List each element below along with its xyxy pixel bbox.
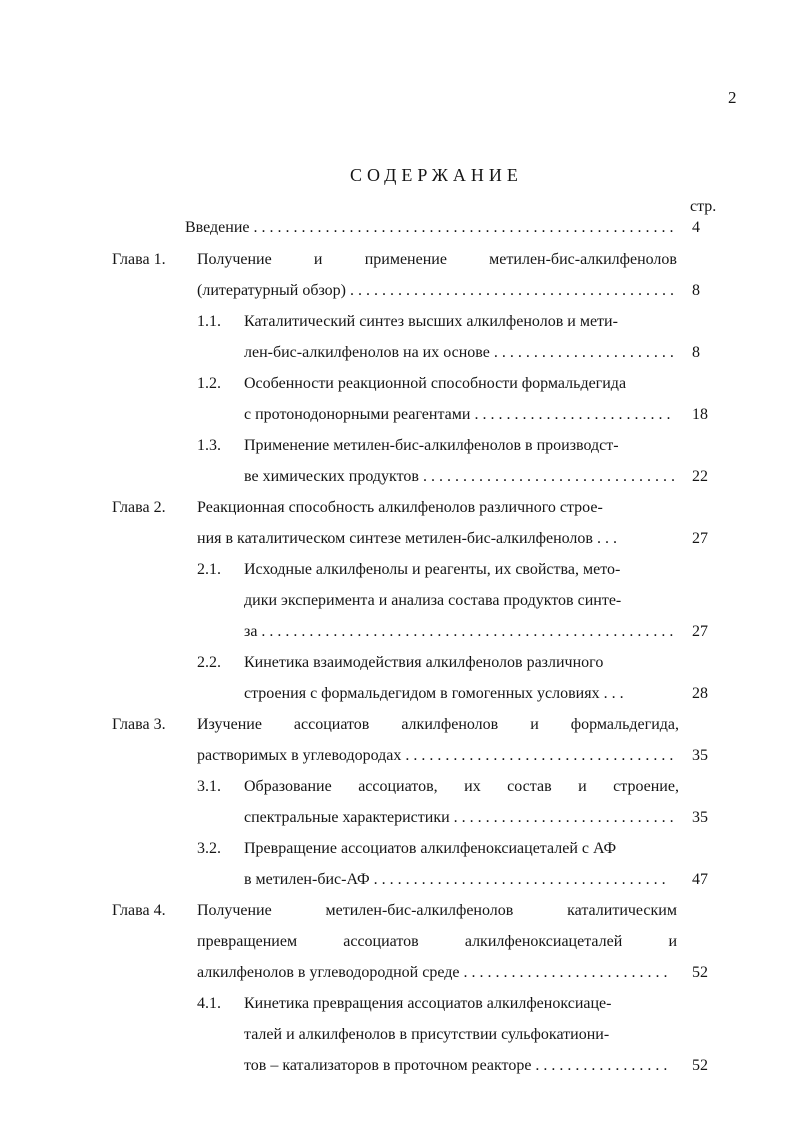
toc-page: 28: [692, 685, 708, 702]
word: каталитическим: [567, 902, 677, 919]
chapter-number: Глава 3.: [112, 716, 166, 733]
leader-dots: [463, 963, 671, 983]
toc-page: 35: [692, 809, 708, 826]
chapter-number: Глава 1.: [112, 251, 166, 268]
toc-entry-line: Кинетика взаимодействия алкилфенолов различного: [244, 654, 604, 671]
word: применение: [364, 251, 447, 268]
toc-entry-label: ве химических продуктов: [244, 468, 419, 485]
chapter-number: Глава 2.: [112, 499, 166, 516]
word: ассоциатов: [293, 716, 370, 733]
toc-entry-line: Кинетика превращения ассоциатов алкилфеноксиаце-: [244, 995, 612, 1012]
toc-entry-line: [197, 250, 677, 270]
word: алкилфеноксиацеталей: [464, 933, 623, 950]
word: строение,: [613, 778, 679, 795]
toc-entry-line: [244, 343, 675, 363]
toc-entry-label: лен-бис-алкилфенолов на их основе: [244, 344, 490, 361]
toc-entry-line: Исходные алкилфенолы и реагенты, их свойства, мето-: [244, 561, 621, 578]
toc-entry-label: в метилен-бис-АФ: [244, 871, 370, 888]
toc-page: 35: [692, 747, 708, 764]
toc-entry-line: [244, 405, 675, 425]
section-number: 2.1.: [197, 561, 221, 578]
leader-dots: [405, 746, 675, 766]
page-number: 2: [728, 88, 737, 107]
toc-entry-line: [197, 963, 671, 983]
toc-entry-line: Каталитический синтез высших алкилфенолов и мети-: [244, 313, 618, 330]
section-number: 2.2.: [197, 654, 221, 671]
toc-entry-line: [244, 1056, 671, 1076]
toc-entry-line: [197, 932, 677, 952]
toc-entry-line: [244, 808, 675, 828]
toc-entry-line: [244, 622, 675, 642]
toc-entry-line: строения с формальдегидом в гомогенных условиях . . .: [244, 685, 624, 702]
toc-page: 22: [692, 468, 708, 485]
toc-page: 52: [692, 1057, 708, 1074]
word: ассоциатов,: [358, 778, 438, 795]
leader-dots: [423, 467, 675, 487]
toc-page: 47: [692, 871, 708, 888]
word: Образование: [244, 778, 332, 795]
toc-entry-line: [197, 715, 679, 735]
word: Получение: [197, 902, 272, 919]
section-number: 3.2.: [197, 840, 221, 857]
toc-entry-line: Особенности реакционной способности формальдегида: [244, 375, 627, 392]
chapter-number: Глава 4.: [112, 902, 166, 919]
leader-dots: [535, 1056, 671, 1076]
toc-entry-line: талей и алкилфенолов в присутствии сульфокатиони-: [244, 1026, 610, 1043]
word: формальдегида,: [570, 716, 679, 733]
toc-page: 8: [692, 282, 700, 299]
word: Изучение: [197, 716, 262, 733]
word: и: [313, 251, 323, 268]
word: и: [578, 778, 587, 795]
toc-entry-line: ния в каталитическом синтезе метилен-бис-алкилфенолов . . .: [197, 530, 617, 547]
section-number: 4.1.: [197, 995, 221, 1012]
section-number: 1.2.: [197, 375, 221, 392]
word: ассоциатов: [343, 933, 419, 950]
toc-entry-line: [197, 901, 677, 921]
section-number: 3.1.: [197, 778, 221, 795]
toc-entry-label: (литературный обзор): [197, 282, 347, 299]
word: состав: [507, 778, 552, 795]
word: метилен-бис-алкилфенолов: [325, 902, 514, 919]
toc-entry-label: за: [244, 623, 258, 640]
leader-dots: [374, 870, 670, 890]
leader-dots: [261, 622, 675, 642]
toc-page: 4: [692, 219, 700, 236]
page-column-label: стр.: [690, 198, 717, 215]
toc-page: 27: [692, 530, 708, 547]
toc-entry-line: [197, 746, 675, 766]
word: и: [668, 933, 677, 950]
section-number: 1.1.: [197, 313, 221, 330]
page-title: СОДЕРЖАНИЕ: [350, 165, 523, 185]
toc-entry-line: Реакционная способность алкилфенолов различного строе-: [197, 499, 603, 516]
word: алкилфенолов: [401, 716, 499, 733]
toc-entry-label: Введение: [185, 219, 250, 236]
leader-dots: [350, 281, 675, 301]
toc-entry-line: дики эксперимента и анализа состава продуктов синте-: [244, 592, 622, 609]
toc-entry-label: с протонодонорными реагентами: [244, 406, 471, 423]
toc-entry-label: растворимых в углеводородах: [197, 747, 402, 764]
toc-page: 27: [692, 623, 708, 640]
section-number: 1.3.: [197, 437, 221, 454]
toc-entry-line: [244, 467, 675, 487]
toc-entry-line: Превращение ассоциатов алкилфеноксиацеталей с АФ: [244, 840, 617, 857]
toc-entry-label: алкилфенолов в углеводородной среде: [197, 964, 460, 981]
word: превращением: [197, 933, 298, 950]
toc-entry-label: спектральные характеристики: [244, 809, 450, 826]
leader-dots: [474, 405, 675, 425]
toc-entry-line: [244, 870, 670, 890]
toc-entry-label: тов – катализаторов в проточном реакторе: [244, 1057, 532, 1074]
toc-entry-line: Применение метилен-бис-алкилфенолов в производст-: [244, 437, 619, 454]
leader-dots: [494, 343, 675, 363]
toc-page: 18: [692, 406, 708, 423]
leader-dots: [254, 218, 676, 238]
word: их: [464, 778, 481, 795]
toc-page: 8: [692, 344, 700, 361]
toc-page: 52: [692, 964, 708, 981]
leader-dots: [454, 808, 675, 828]
word: Получение: [197, 251, 272, 268]
toc-entry-line: [197, 281, 675, 301]
word: и: [530, 716, 539, 733]
toc-entry-intro: [185, 218, 675, 238]
toc-entry-line: [244, 777, 679, 797]
word: метилен-бис-алкилфенолов: [489, 251, 677, 268]
